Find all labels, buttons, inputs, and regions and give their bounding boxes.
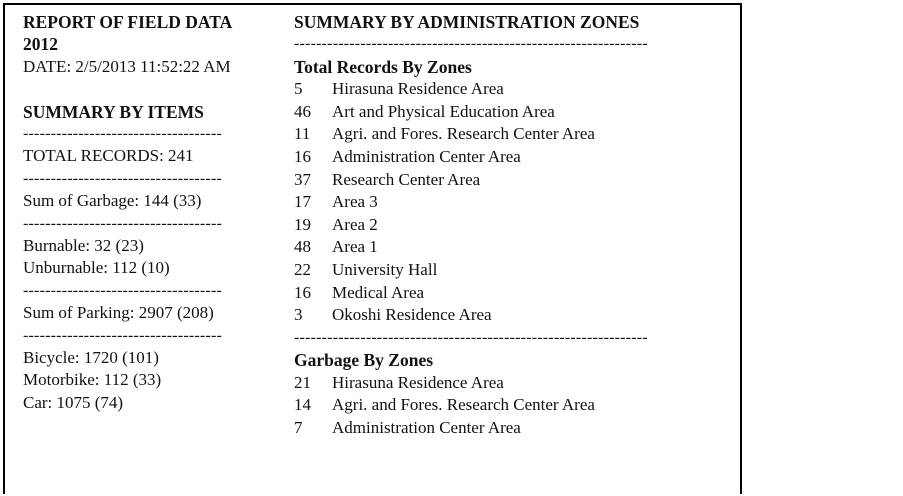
zone-row — [294, 146, 734, 169]
zone-name: Administration Center Area — [332, 147, 521, 166]
report-date: DATE: 2/5/2013 11:52:22 AM — [23, 56, 231, 76]
total-records: TOTAL RECORDS: 241 — [23, 146, 194, 166]
divider: ---------------------------------------------------------------- — [294, 328, 648, 346]
zones-heading: SUMMARY BY ADMINISTRATION ZONES — [294, 12, 640, 32]
zone-count: 48 — [294, 237, 311, 257]
zone-name: Hirasuna Residence Area — [332, 79, 504, 99]
zone-count: 46 — [294, 101, 311, 121]
zone-row — [294, 123, 734, 146]
zone-row — [294, 191, 734, 214]
zone-count: 16 — [294, 282, 311, 302]
zone-row — [294, 214, 734, 237]
garbage-row — [294, 417, 734, 440]
report-year: 2012 — [23, 34, 58, 55]
garbage-row — [294, 372, 734, 395]
divider: ------------------------------------ — [23, 326, 223, 344]
divider: ------------------------------------ — [23, 214, 223, 232]
divider: ---------------------------------------------------------------- — [294, 35, 648, 53]
zone-name: Area 1 — [332, 237, 378, 257]
report-frame — [3, 3, 742, 494]
zone-name: Hirasuna Residence Area — [332, 372, 504, 392]
zone-name: Research Center Area — [332, 169, 481, 189]
garbage-heading: Garbage By Zones — [294, 350, 434, 371]
zone-name: University Hall — [332, 259, 438, 279]
sum-of-parking: Sum of Parking: 2907 (208) — [23, 303, 214, 323]
car: Car: 1075 (74) — [23, 392, 124, 412]
summary-by-items-column — [23, 11, 273, 414]
zone-row — [294, 259, 734, 282]
motorbike: Motorbike: 112 (33) — [23, 370, 162, 390]
garbage-count: 7 — [294, 417, 303, 437]
zone-count: 16 — [294, 147, 311, 166]
zone-name: Area 2 — [332, 214, 378, 234]
items-heading: SUMMARY BY ITEMS — [23, 101, 204, 122]
zone-name: Agri. and Fores. Research Center Area — [332, 395, 595, 415]
zone-row — [294, 169, 734, 192]
report-title: REPORT OF FIELD DATA — [23, 12, 233, 32]
divider: ------------------------------------ — [23, 281, 223, 299]
zone-count: 17 — [294, 192, 311, 212]
zone-row — [294, 282, 734, 305]
zone-row — [294, 78, 734, 101]
summary-by-zones-column — [294, 11, 734, 439]
total-records-heading: Total Records By Zones — [294, 56, 472, 77]
zone-count: 37 — [294, 169, 311, 189]
zone-row — [294, 101, 734, 124]
bicycle: Bicycle: 1720 (101) — [23, 348, 159, 368]
zone-count: 3 — [294, 305, 303, 325]
zone-count: 22 — [294, 259, 311, 279]
zone-name: Okoshi Residence Area — [332, 305, 492, 325]
zone-name: Art and Physical Education Area — [332, 101, 555, 121]
zone-count: 11 — [294, 124, 311, 144]
sum-of-garbage: Sum of Garbage: 144 (33) — [23, 191, 202, 211]
zone-count: 5 — [294, 79, 303, 99]
burnable: Burnable: 32 (23) — [23, 236, 144, 256]
zone-row — [294, 236, 734, 259]
divider: ------------------------------------ — [23, 169, 223, 187]
garbage-row — [294, 394, 734, 417]
zone-name: Area 3 — [332, 192, 378, 212]
garbage-count: 14 — [294, 395, 311, 415]
zone-name: Medical Area — [332, 282, 425, 302]
unburnable: Unburnable: 112 (10) — [23, 258, 170, 278]
zone-row — [294, 304, 734, 327]
zone-count: 19 — [294, 214, 311, 234]
divider: ------------------------------------ — [23, 125, 223, 143]
zone-name: Agri. and Fores. Research Center Area — [332, 124, 595, 144]
garbage-count: 21 — [294, 372, 311, 392]
zone-name: Administration Center Area — [332, 417, 521, 437]
